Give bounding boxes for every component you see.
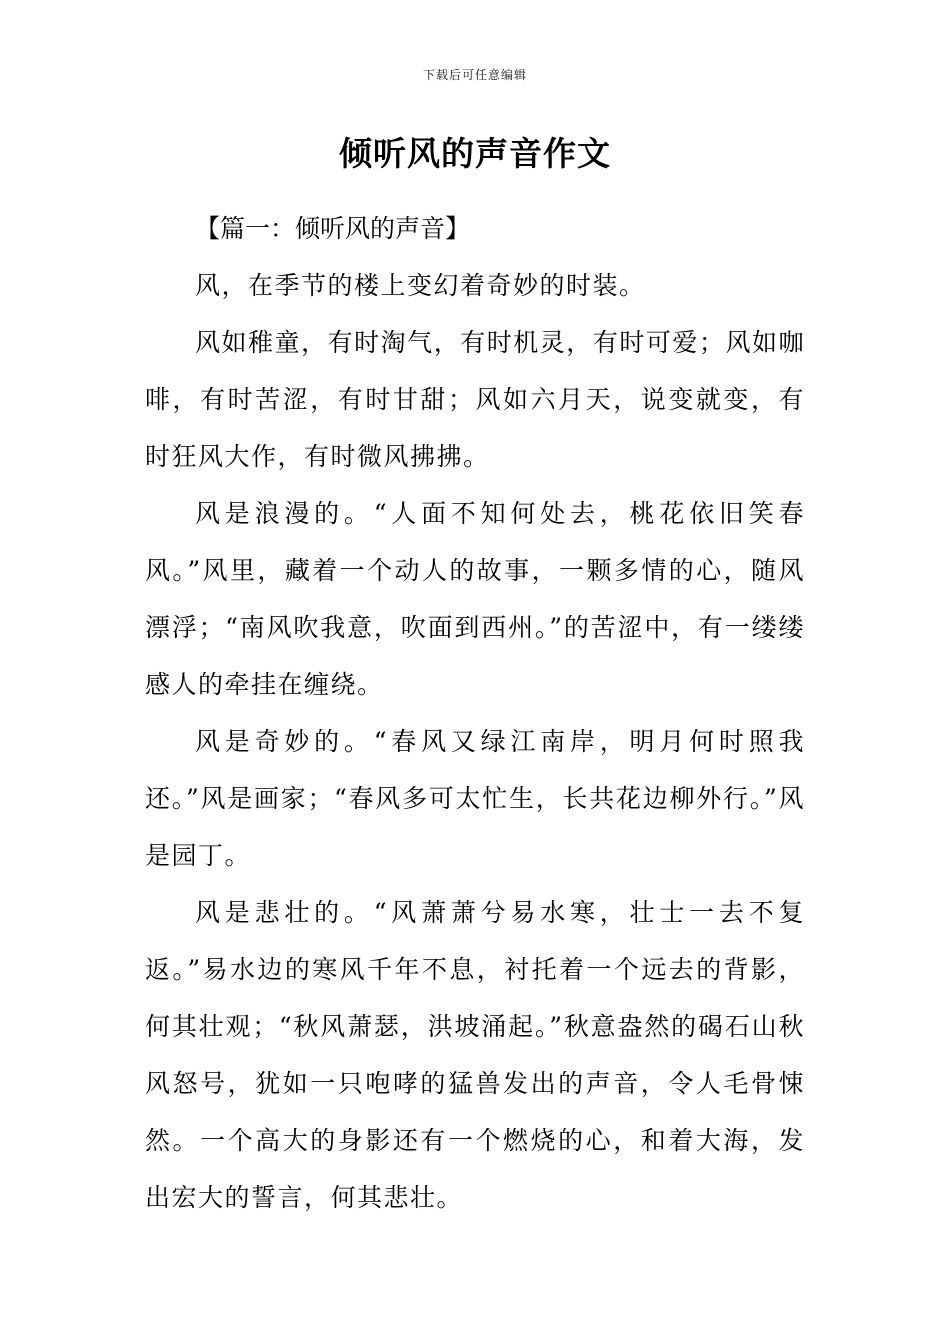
paragraph: 风是奇妙的。“春风又绿江南岸，明月何时照我还。”风是画家；“春风多可太忙生，长共花边柳外行。”风是园丁。 xyxy=(145,727,805,870)
document-title: 倾听风的声音作文 xyxy=(339,134,611,173)
section-heading: 【篇一：倾听风的声音】 xyxy=(195,214,471,243)
paragraph: 风如稚童，有时淘气，有时机灵，有时可爱；风如咖啡，有时苦涩，有时甘甜；风如六月天，说变就变，有时狂风大作，有时微风拂拂。 xyxy=(145,328,805,471)
paragraph: 风是悲壮的。“风萧萧兮易水寒，壮士一去不复返。”易水边的寒风千年不息，衬托着一个远去的背影，何其壮观；“秋风萧瑟，洪坡涌起。”秋意盎然的碣石山秋风怒号，犹如一只咆哮的猛兽发出的声音，令人毛骨悚然。一个高大的身影还有一个燃烧的心，和着大海，发出宏大的誓言，何其悲壮。 xyxy=(145,898,805,1212)
paragraph: 风，在季节的楼上变幻着奇妙的时装。 xyxy=(195,271,646,300)
header-note: 下载后可任意编辑 xyxy=(422,68,527,82)
document-body xyxy=(145,200,805,1226)
paragraph: 风是浪漫的。“人面不知何处去，桃花依旧笑春风。”风里，藏着一个动人的故事，一颗多情的心，随风漂浮；“南风吹我意，吹面到西州。”的苦涩中，有一缕缕感人的牵挂在缠绕。 xyxy=(145,499,805,699)
